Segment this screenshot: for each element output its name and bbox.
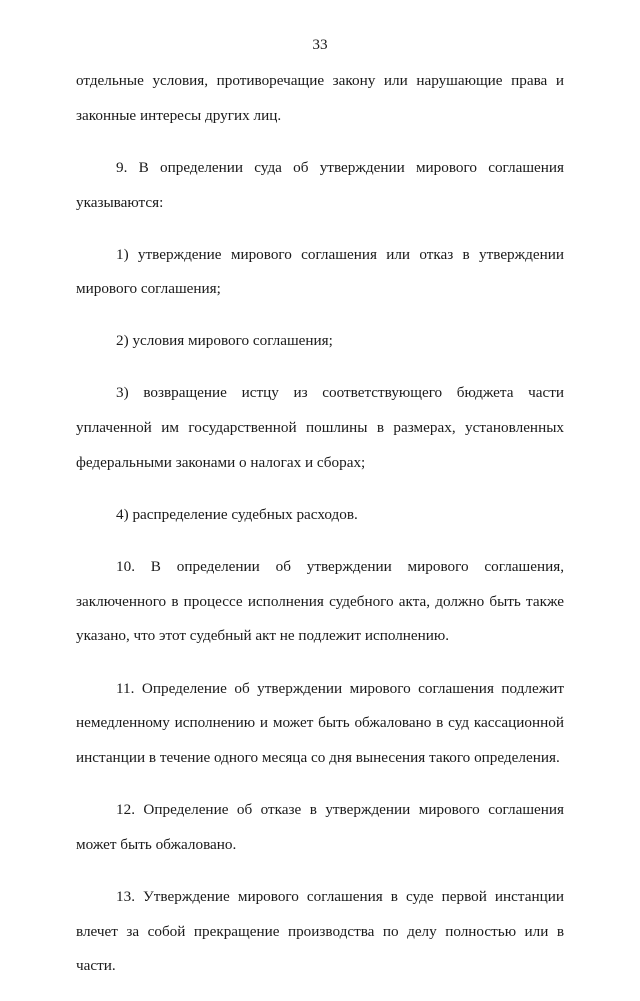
paragraph-continuation: отдельные условия, противоречащие закону или нарушающие права и законные интересы других лиц. [76,72,564,124]
page-number: 33 [312,36,328,53]
paragraph-10: 10. В определении об утверждении мирового соглашения, заключенного в процессе исполнения судебного акта, должно быть также указано, что этот судебный акт не подлежит исполнению. [76,558,564,645]
paragraph-9-item-3: 3) возвращение истцу из соответствующего бюджета части уплаченной им государственной пошлины в размерах, установленных федеральными законами о налогах и сборах; [76,384,564,471]
paragraph-9-item-4: 4) распределение судебных расходов. [116,505,358,523]
document-body [76,64,564,1001]
paragraph-9: 9. В определении суда об утверждении мирового соглашения указываются: [76,158,564,211]
paragraph-12: 12. Определение об отказе в утверждении мирового соглашения может быть обжаловано. [76,801,564,853]
paragraph-13: 13. Утверждение мирового соглашения в суде первой инстанции влечет за собой прекращение производства по делу полностью или в части. [76,887,564,975]
paragraph-11: 11. Определение об утверждении мирового соглашения подлежит немедленному исполнению и может быть обжаловано в суд кассационной инстанции в течение одного месяца со дня вынесения такого определения. [76,679,564,766]
paragraph-9-item-2: 2) условия мирового соглашения; [116,332,333,350]
paragraph-9-item-1: 1) утверждение мирового соглашения или отказ в утверждении мирового соглашения; [76,245,564,298]
